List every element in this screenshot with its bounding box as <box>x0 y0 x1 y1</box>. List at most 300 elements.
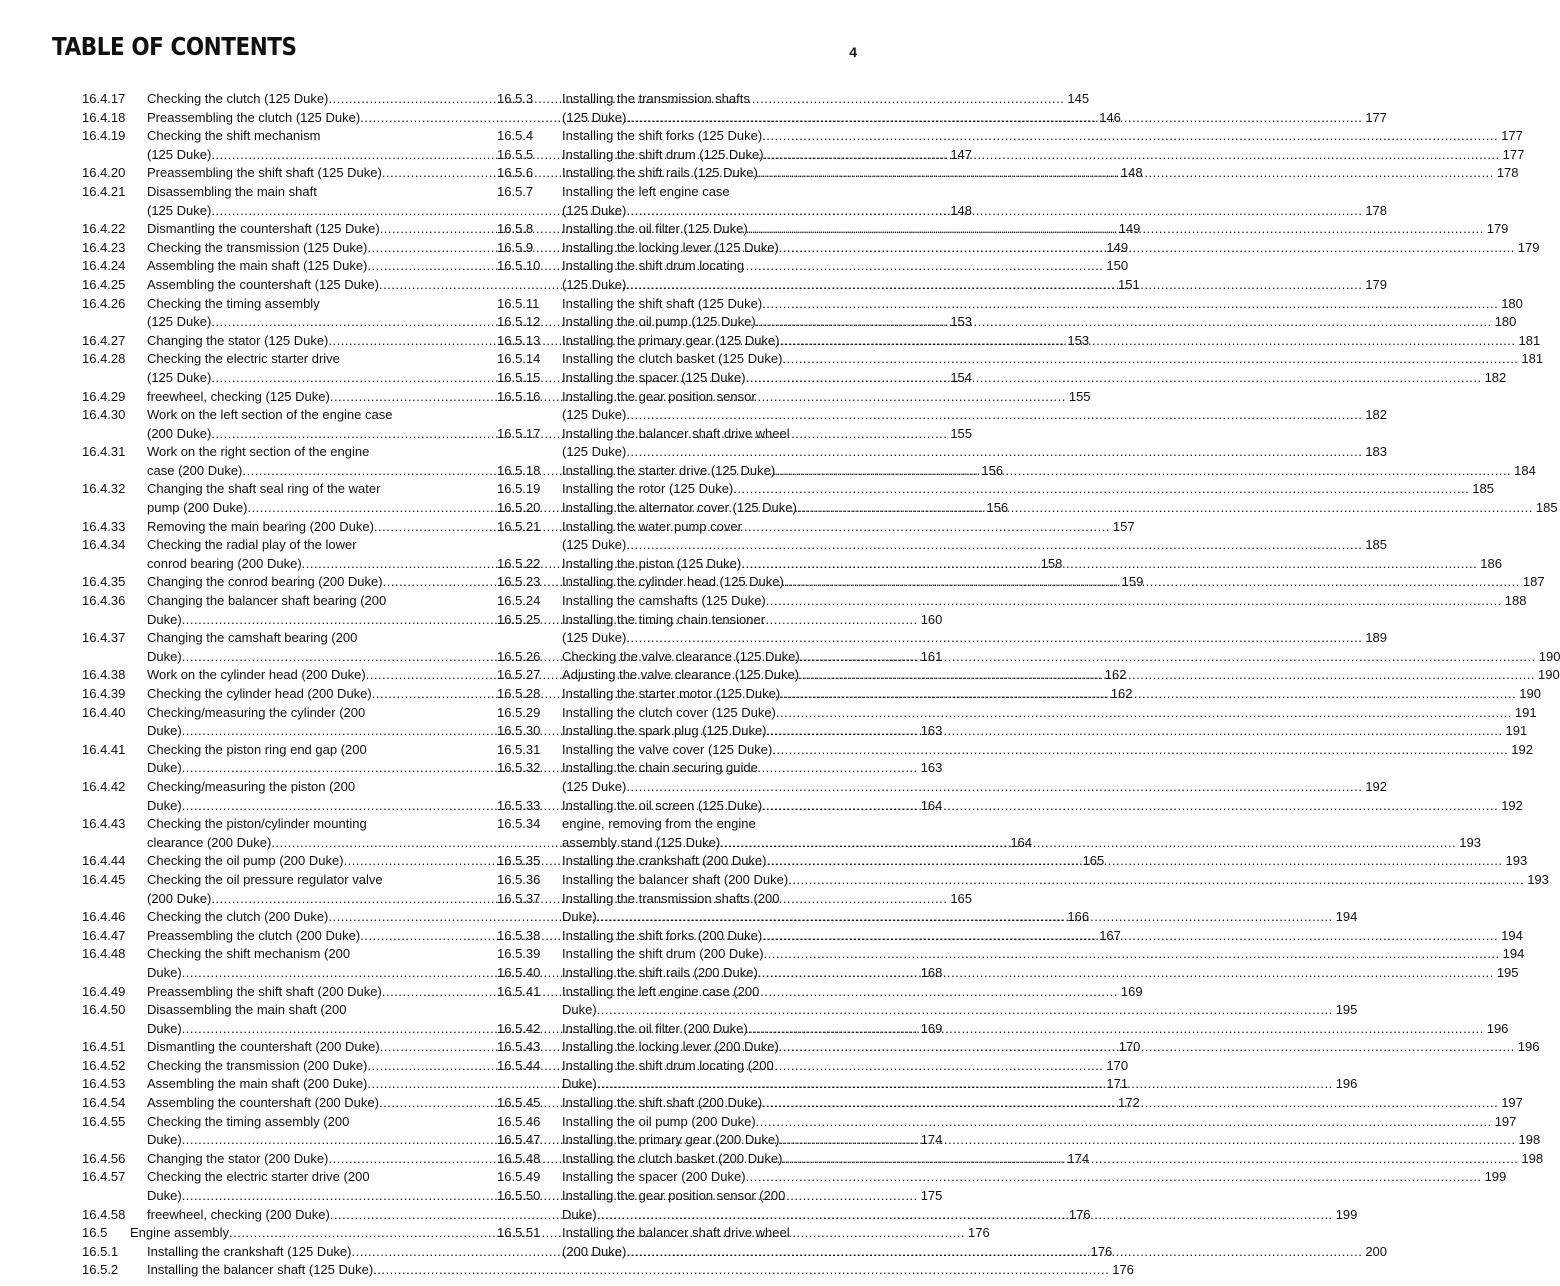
leader-dots <box>799 666 1535 685</box>
toc-entry-title: Installing the clutch cover (125 Duke) <box>562 704 776 720</box>
toc-entry-number: 16.4.35 <box>82 574 126 590</box>
toc-entry-title: Checking the electric starter drive (200 <box>147 1169 370 1185</box>
toc-entry-page: 159 <box>1121 574 1144 590</box>
toc-entry-number: 16.4.45 <box>82 871 126 887</box>
toc-entry-title: (125 Duke) <box>562 109 627 125</box>
leader-dots <box>756 313 1492 332</box>
toc-entry-number: 16.5.10 <box>497 258 541 274</box>
toc-entry[interactable] <box>82 276 1140 295</box>
toc-entry-number: 16.5.29 <box>497 704 541 720</box>
toc-entry-title: Checking the radial play of the lower <box>147 537 357 553</box>
leader-dots <box>748 1020 1484 1039</box>
toc-entry-title: Changing the balancer shaft bearing (200 <box>147 593 387 609</box>
toc-entry-page: 194 <box>1502 946 1525 962</box>
toc-entry-page: 185 <box>1472 481 1494 497</box>
toc-entry[interactable] <box>82 908 1090 927</box>
toc-entry-page: 155 <box>950 425 973 441</box>
toc-entry-page: 177 <box>1501 128 1523 144</box>
toc-entry-number: 16.4.31 <box>82 444 126 460</box>
toc-entry-number: 16.4.24 <box>82 258 126 274</box>
toc-entry-number: 16.5.19 <box>497 481 541 497</box>
toc-entry-number: 16.5.36 <box>497 871 541 887</box>
toc-entry-number: 16.4.51 <box>82 1039 126 1055</box>
leader-dots <box>767 722 1503 741</box>
toc-entry-title: Duke) <box>147 964 182 980</box>
toc-entry-title: Duke) <box>147 611 182 627</box>
toc-entry-page: 200 <box>1365 1243 1388 1259</box>
toc-entry-title: Checking the electric starter drive <box>147 351 340 367</box>
toc-entry-title: Changing the camshaft bearing (200 <box>147 630 358 646</box>
toc-entry-number: 16.5.48 <box>497 1150 541 1166</box>
toc-entry-page: 149 <box>1106 239 1129 255</box>
toc-entry-title: Assembling the countershaft (125 Duke) <box>147 276 379 292</box>
toc-entry-number: 16.4.47 <box>82 927 126 943</box>
toc-entry-number: 16.5.20 <box>497 500 541 516</box>
toc-entry-page: 161 <box>920 648 943 664</box>
toc-entry-number: 16.5.43 <box>497 1039 541 1055</box>
toc-entry-number: 16.4.26 <box>82 295 126 311</box>
leader-dots <box>766 592 1502 611</box>
toc-entry-number: 16.5.45 <box>497 1095 541 1111</box>
toc-entry-page: 192 <box>1511 741 1533 757</box>
toc-entry-number: 16.4.49 <box>82 983 126 999</box>
toc-entry-page: 160 <box>920 611 943 627</box>
toc-entry-title: Installing the shift forks (200 Duke) <box>562 927 763 943</box>
toc-entry-page: 169 <box>920 1020 943 1036</box>
toc-entry-page: 165 <box>1082 853 1105 869</box>
toc-entry-page: 168 <box>920 964 943 980</box>
leader-dots <box>597 908 1333 927</box>
toc-entry-title: Installing the balancer shaft drive wheel <box>562 425 790 441</box>
toc-entry-page: 179 <box>1517 239 1540 255</box>
toc-entry[interactable] <box>497 852 1528 871</box>
toc-entry-page: 184 <box>1514 462 1536 478</box>
toc-entry-page: 195 <box>1496 964 1519 980</box>
toc-entry-page: 198 <box>1518 1132 1541 1148</box>
toc-entry-page: 178 <box>1496 165 1519 181</box>
leader-dots <box>746 369 1482 388</box>
toc-entry-page: 164 <box>1010 834 1033 850</box>
toc-entry-number: 16.5.34 <box>497 816 541 832</box>
toc-entry-number: 16.4.19 <box>82 128 126 144</box>
toc-entry-page: 182 <box>1365 407 1388 423</box>
toc-entry-number: 16.5.41 <box>497 983 541 999</box>
toc-entry-title: Installing the shift shaft (200 Duke) <box>562 1095 763 1111</box>
toc-entry-number: 16.5.14 <box>497 351 541 367</box>
leader-dots <box>788 871 1524 890</box>
toc-entry-title: Installing the alternator cover (125 Duke) <box>562 500 797 516</box>
toc-entry-title: Engine assembly <box>130 1225 229 1241</box>
toc-entry-page: 149 <box>1118 221 1141 237</box>
leader-dots <box>626 202 1362 221</box>
toc-entry-page: 176 <box>968 1225 990 1241</box>
toc-entry-number: 16.5.50 <box>497 1188 541 1204</box>
toc-entry-page: 163 <box>920 760 943 776</box>
toc-entry-number: 16.5.40 <box>497 964 541 980</box>
toc-entry-page: 191 <box>1505 723 1528 739</box>
toc-entry-page: 188 <box>1504 593 1527 609</box>
toc-entry-title: (125 Duke) <box>562 407 627 423</box>
leader-dots <box>373 1261 1109 1280</box>
toc-entry-title: Installing the shift rails (200 Duke) <box>562 964 758 980</box>
leader-dots <box>626 1243 1362 1262</box>
toc-entry-title: pump (200 Duke) <box>147 500 248 516</box>
leader-dots <box>733 480 1469 499</box>
toc-entry-title: (125 Duke) <box>562 276 627 292</box>
toc-entry-title: Checking the shift mechanism (200 <box>147 946 351 962</box>
toc-entry-page: 195 <box>1335 1002 1358 1018</box>
toc-entry-title: Duke) <box>147 723 182 739</box>
toc-entry-title: clearance (200 Duke) <box>147 834 272 850</box>
toc-entry-number: 16.5.31 <box>497 741 541 757</box>
toc-entry-number: 16.4.52 <box>82 1057 126 1073</box>
toc-entry-title: Checking the piston ring end gap (200 <box>147 741 367 757</box>
toc-entry-number: 16.4.41 <box>82 741 126 757</box>
toc-entry-page: 169 <box>1120 983 1143 999</box>
toc-entry-page: 189 <box>1365 630 1388 646</box>
toc-entry-number: 16.4.57 <box>82 1169 126 1185</box>
toc-entry[interactable] <box>82 1206 1091 1225</box>
toc-entry-number: 16.5.26 <box>497 648 541 664</box>
toc-entry-number: 16.5.38 <box>497 927 541 943</box>
leader-dots <box>758 964 1494 983</box>
toc-entry-title: Installing the shift drum (200 Duke) <box>562 946 764 962</box>
toc-entry[interactable] <box>82 109 1121 128</box>
toc-entry-page: 196 <box>1517 1039 1540 1055</box>
toc-entry-number: 16.4.28 <box>82 351 126 367</box>
toc-entry-title: (125 Duke) <box>147 314 212 330</box>
toc-entry-title: Installing the gear position sensor <box>562 388 756 404</box>
toc-entry-title: Installing the spacer (200 Duke) <box>562 1169 746 1185</box>
toc-entry-title: Checking the shift mechanism <box>147 128 321 144</box>
toc-entry-number: 16.4.42 <box>82 778 126 794</box>
leader-dots <box>762 797 1498 816</box>
leader-dots <box>767 852 1503 871</box>
leader-dots <box>764 945 1500 964</box>
toc-entry-title: Checking the clutch (125 Duke) <box>147 91 329 106</box>
toc-entry-title: Duke) <box>147 1020 182 1036</box>
toc-entry-number: 16.5.32 <box>497 760 541 776</box>
toc-entry-title: engine, removing from the engine <box>562 816 756 832</box>
toc-entry-page: 177 <box>1365 109 1388 125</box>
leader-dots <box>741 555 1477 574</box>
toc-entry-number: 16.5.17 <box>497 425 541 441</box>
toc-entry-title: Assembling the main shaft (200 Duke) <box>147 1076 368 1092</box>
page-number: 4 <box>849 44 857 60</box>
toc-entry[interactable] <box>497 480 1494 499</box>
leader-dots <box>762 927 1498 946</box>
toc-entry-page: 166 <box>1067 909 1090 925</box>
toc-entry-title: Installing the timing chain tensioner <box>562 611 766 627</box>
toc-entry-page: 194 <box>1501 927 1523 943</box>
toc-entry-title: Installing the piston (125 Duke) <box>562 555 742 571</box>
toc-entry-number: 16.5.39 <box>497 946 541 962</box>
toc-entry-title: Checking/measuring the piston (200 <box>147 778 356 794</box>
toc-entry-page: 170 <box>1106 1057 1129 1073</box>
leader-dots <box>626 109 1362 128</box>
toc-entry-page: 148 <box>950 202 973 218</box>
toc-entry-number: 16.4.23 <box>82 239 126 255</box>
toc-entry-page: 183 <box>1365 444 1388 460</box>
toc-entry-number: 16.5.35 <box>497 853 541 869</box>
leader-dots <box>626 406 1362 425</box>
toc-entry[interactable] <box>497 1168 1507 1187</box>
leader-dots <box>756 1113 1492 1132</box>
toc-entry-number: 16.5.25 <box>497 611 541 627</box>
toc-entry-page: 156 <box>981 462 1004 478</box>
toc-entry-page: 180 <box>1501 295 1523 311</box>
leader-dots <box>779 239 1515 258</box>
toc-entry-page: 145 <box>1067 91 1090 106</box>
toc-entry-title: (125 Duke) <box>562 202 627 218</box>
toc-entry-number: 16.4.29 <box>82 388 126 404</box>
toc-entry-number: 16.4.55 <box>82 1113 126 1129</box>
toc-entry-page: 196 <box>1335 1076 1358 1092</box>
toc-entry-number: 16.5.3 <box>497 91 534 106</box>
toc-entry[interactable] <box>497 945 1525 964</box>
toc-entry-title: Duke) <box>562 909 597 925</box>
toc-entry-number: 16.5.4 <box>497 128 534 144</box>
toc-entry-number: 16.5.44 <box>497 1057 541 1073</box>
toc-entry-title: Installing the left engine case (200 <box>562 983 760 999</box>
toc-entry-page: 147 <box>950 146 973 162</box>
toc-entry-page: 150 <box>1106 258 1129 274</box>
toc-entry[interactable] <box>497 127 1523 146</box>
leader-dots <box>762 295 1498 314</box>
toc-entry-title: Installing the crankshaft (125 Duke) <box>147 1243 352 1259</box>
toc-entry-title: Duke) <box>562 1076 597 1092</box>
toc-entry-number: 16.5.2 <box>82 1262 119 1278</box>
leader-dots <box>746 1168 1482 1187</box>
toc-entry-title: Installing the oil filter (200 Duke) <box>562 1020 748 1036</box>
toc-entry-number: 16.4.50 <box>82 1002 126 1018</box>
toc-entry-title: Preassembling the clutch (200 Duke) <box>147 927 361 943</box>
toc-entry[interactable] <box>497 741 1533 760</box>
toc-entry-title: Installing the shift drum (125 Duke) <box>562 146 764 162</box>
toc-entry-number: 16.4.25 <box>82 276 126 292</box>
toc-entry-title: Installing the locking lever (125 Duke) <box>562 239 779 255</box>
leader-dots <box>772 741 1508 760</box>
toc-entry-page: 174 <box>1067 1150 1090 1166</box>
toc-entry-title: Duke) <box>147 1132 182 1148</box>
toc-entry-page: 157 <box>1112 518 1135 534</box>
toc-entry[interactable] <box>497 1113 1517 1132</box>
toc-entry-title: Installing the left engine case <box>562 183 730 199</box>
toc-entry-number: 16.4.27 <box>82 332 126 348</box>
toc-entry-number: 16.4.20 <box>82 165 126 181</box>
toc-entry-page: 172 <box>1117 1095 1140 1111</box>
toc-entry-title: Assembling the countershaft (200 Duke) <box>147 1095 379 1111</box>
toc-entry-title: conrod bearing (200 Duke) <box>147 555 302 571</box>
toc-entry-title: Installing the shift rails (125 Duke) <box>562 165 758 181</box>
toc-entry-page: 190 <box>1538 648 1560 664</box>
toc-entry-page: 180 <box>1494 314 1517 330</box>
toc-entry-page: 153 <box>1067 332 1090 348</box>
toc-entry-title: Installing the starter motor (125 Duke) <box>562 686 781 701</box>
toc-entry-title: (125 Duke) <box>562 537 627 553</box>
toc-entry[interactable] <box>497 350 1544 369</box>
toc-entry-page: 151 <box>1117 276 1140 292</box>
toc-entry-title: Checking the timing assembly <box>147 295 320 311</box>
toc-entry-title: Installing the camshafts (125 Duke) <box>562 593 766 609</box>
toc-entry-title: Checking the cylinder head (200 Duke) <box>147 686 372 701</box>
toc-entry-page: 192 <box>1501 797 1523 813</box>
toc-entry-number: 16.4.58 <box>82 1206 126 1222</box>
toc-entry-title: Adjusting the valve clearance (125 Duke) <box>562 667 800 683</box>
toc-entry-number: 16.5.28 <box>497 686 541 701</box>
toc-entry-page: 178 <box>1365 202 1388 218</box>
toc-entry-number: 16.5.6 <box>497 165 534 181</box>
toc-entry-title: Installing the shift drum locating <box>562 258 745 274</box>
toc-entry-title: Installing the water pump cover <box>562 518 742 534</box>
toc-entry-number: 16.4.37 <box>82 630 126 646</box>
toc-entry-number: 16.5.5 <box>497 146 534 162</box>
toc-entry-number: 16.5.24 <box>497 593 541 609</box>
leader-dots <box>626 276 1362 295</box>
toc-entry-number: 16.4.33 <box>82 518 126 534</box>
toc-entry-title: Checking the timing assembly (200 <box>147 1113 350 1129</box>
toc-entry-title: Assembling the main shaft (125 Duke) <box>147 258 368 274</box>
toc-entry-number: 16.4.21 <box>82 183 126 199</box>
toc-entry-title: Preassembling the shift shaft (125 Duke) <box>147 165 382 181</box>
toc-entry-number: 16.4.44 <box>82 853 126 869</box>
toc-entry-title: (200 Duke) <box>562 1243 627 1259</box>
toc-entry-page: 156 <box>986 500 1009 516</box>
toc-entry-title: Installing the shift forks (125 Duke) <box>562 128 763 144</box>
toc-entry-title: Installing the clutch basket (200 Duke) <box>562 1150 783 1166</box>
toc-entry-title: Installing the balancer shaft (125 Duke) <box>147 1262 374 1278</box>
toc-entry-page: 158 <box>1040 555 1063 571</box>
toc-entry-title: Duke) <box>562 1002 597 1018</box>
toc-entry-number: 16.5.11 <box>497 295 540 311</box>
leader-dots <box>776 704 1512 723</box>
toc-entry-title: Installing the transmission shafts (200 <box>562 890 780 906</box>
toc-entry-page: 179 <box>1365 276 1388 292</box>
toc-entry-title: Duke) <box>147 760 182 776</box>
toc-entry-title: Disassembling the main shaft (200 <box>147 1002 347 1018</box>
toc-entry-title: Dismantling the countershaft (200 Duke) <box>147 1039 380 1055</box>
toc-entry-number: 16.5.30 <box>497 723 541 739</box>
toc-entry-page: 165 <box>950 890 973 906</box>
toc-entry-title: (125 Duke) <box>147 369 212 385</box>
toc-entry-title: Dismantling the countershaft (125 Duke) <box>147 221 380 237</box>
toc-entry-title: Installing the shift shaft (125 Duke) <box>562 295 763 311</box>
toc-entry-title: Installing the chain securing guide <box>562 760 758 776</box>
toc-entry-page: 153 <box>950 314 973 330</box>
leader-dots <box>626 443 1362 462</box>
toc-entry-title: Checking the clutch (200 Duke) <box>147 909 329 925</box>
toc-entry-number: 16.5.49 <box>497 1169 541 1185</box>
toc-entry-number: 16.4.39 <box>82 686 126 701</box>
toc-entry-number: 16.5.13 <box>497 332 541 348</box>
toc-entry[interactable] <box>82 1075 1129 1094</box>
toc-entry-page: 146 <box>1099 109 1121 125</box>
toc-entry-title: (200 Duke) <box>147 425 212 441</box>
toc-entry[interactable] <box>497 871 1549 890</box>
toc-entry-title: freewheel, checking (200 Duke) <box>147 1206 330 1222</box>
toc-entry-page: 162 <box>1110 686 1133 701</box>
toc-entry-number: 16.5.8 <box>497 221 534 237</box>
leader-dots <box>764 146 1500 165</box>
toc-entry-page: 179 <box>1486 221 1509 237</box>
toc-entry-title: Installing the rotor (125 Duke) <box>562 481 734 497</box>
toc-entry-number: 16.4.30 <box>82 407 126 423</box>
toc-entry-page: 191 <box>1514 704 1537 720</box>
leader-dots <box>782 1150 1518 1169</box>
toc-entry-title: (125 Duke) <box>562 444 627 460</box>
leader-dots <box>762 1094 1498 1113</box>
toc-entry-number: 16.5.46 <box>497 1113 541 1129</box>
toc-entry-title: Work on the cylinder head (200 Duke) <box>147 667 366 683</box>
toc-entry-number: 16.4.17 <box>82 91 126 106</box>
toc-entry-page: 193 <box>1505 853 1528 869</box>
toc-entry-title: Changing the stator (200 Duke) <box>147 1150 329 1166</box>
toc-entry-page: 175 <box>920 1188 943 1204</box>
toc-entry-page: 185 <box>1535 500 1558 516</box>
leader-dots <box>626 536 1362 555</box>
toc-entry-page: 199 <box>1484 1169 1507 1185</box>
toc-entry-title: Checking the transmission (200 Duke) <box>147 1057 368 1073</box>
toc-entry-title: Installing the shift drum locating (200 <box>562 1057 774 1073</box>
leader-dots <box>780 1131 1516 1150</box>
toc-entry-number: 16.4.36 <box>82 593 126 609</box>
toc-entry-page: 181 <box>1521 351 1544 367</box>
toc-entry-title: Installing the spacer (125 Duke) <box>562 369 746 385</box>
toc-entry-title: (125 Duke) <box>562 630 627 646</box>
toc-entry[interactable] <box>497 295 1523 314</box>
toc-entry[interactable] <box>497 704 1537 723</box>
toc-entry[interactable] <box>497 592 1527 611</box>
toc-entry-title: Duke) <box>147 1188 182 1204</box>
toc-entry-title: Installing the clutch basket (125 Duke) <box>562 351 783 367</box>
toc-entry-title: Installing the spark plug (125 Duke) <box>562 723 767 739</box>
toc-entry-number: 16.4.56 <box>82 1150 126 1166</box>
toc-entry-title: Checking the valve clearance (125 Duke) <box>562 648 800 664</box>
toc-entry-title: (125 Duke) <box>147 146 212 162</box>
toc-entry-title: Installing the gear position sensor (200 <box>562 1188 786 1204</box>
toc-entry-number: 16.4.22 <box>82 221 126 237</box>
toc-entry-page: 155 <box>1068 388 1091 404</box>
toc-entry-title: Changing the shaft seal ring of the water <box>147 481 381 497</box>
toc-entry-title: Changing the conrod bearing (200 Duke) <box>147 574 383 590</box>
toc-entry[interactable] <box>82 1261 1134 1280</box>
toc-entry-number: 16.5.23 <box>497 574 541 590</box>
toc-entry-title: assembly stand (125 Duke) <box>562 834 721 850</box>
toc-entry-number: 16.4.18 <box>82 109 126 125</box>
toc-entry-page: 167 <box>1099 927 1121 943</box>
toc-entry-title: Installing the locking lever (200 Duke) <box>562 1039 779 1055</box>
toc-entry-page: 193 <box>1527 871 1549 887</box>
toc-entry-page: 193 <box>1459 834 1481 850</box>
toc-entry-title: Work on the left section of the engine case <box>147 407 393 423</box>
toc-entry-title: Changing the stator (125 Duke) <box>147 332 329 348</box>
toc-entry-number: 16.5.22 <box>497 555 541 571</box>
leader-dots <box>720 834 1456 853</box>
leader-dots <box>597 1001 1333 1020</box>
toc-entry-page: 197 <box>1501 1095 1523 1111</box>
toc-entry-title: Installing the primary gear (200 Duke) <box>562 1132 780 1148</box>
toc-entry-page: 199 <box>1335 1206 1358 1222</box>
leader-dots <box>800 648 1536 667</box>
toc-entry-title: Installing the balancer shaft (200 Duke) <box>562 871 789 887</box>
leader-dots <box>775 462 1511 481</box>
toc-entry-page: 170 <box>1118 1039 1141 1055</box>
toc-entry-number: 16.4.34 <box>82 537 126 553</box>
toc-entry-page: 164 <box>920 797 943 813</box>
toc-entry-number: 16.4.48 <box>82 946 126 962</box>
toc-entry-page: 148 <box>1120 165 1143 181</box>
toc-entry-page: 197 <box>1494 1113 1517 1129</box>
